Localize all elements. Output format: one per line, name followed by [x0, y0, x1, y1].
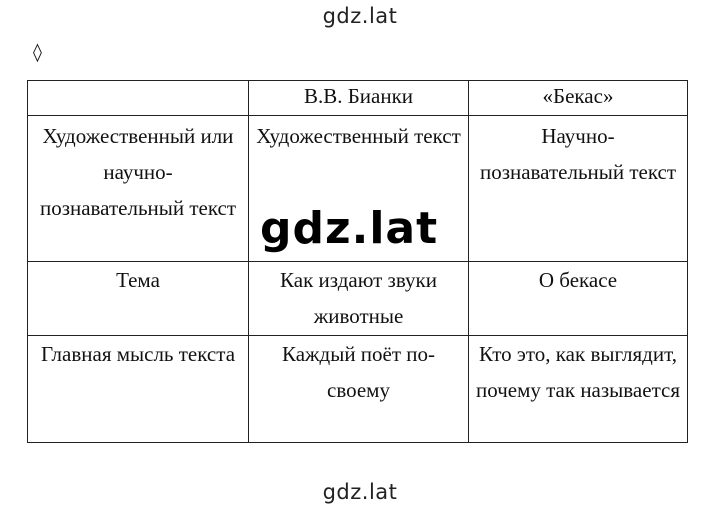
table-cell-empty	[28, 81, 249, 116]
table-cell-bekas-text-type: Научно-познавательный текст	[469, 116, 688, 262]
table-cell-bianki-main-idea: Каждый поёт по-своему	[249, 336, 469, 443]
table-cell-bekas-theme: О бекасе	[469, 262, 688, 336]
watermark-bottom: gdz.lat	[322, 480, 398, 504]
watermark-middle: gdz.lat	[260, 203, 439, 254]
table-cell-bianki-text-type: Художественный текст	[249, 116, 469, 262]
table-row-header	[28, 81, 688, 116]
comparison-table	[27, 80, 688, 443]
watermark-top: gdz.lat	[322, 4, 398, 28]
table-cell-author: В.В. Бианки	[249, 81, 469, 116]
table-cell-label-text-type: Художественный или научно-познавательный текст	[28, 116, 249, 262]
table-cell-label-theme: Тема	[28, 262, 249, 336]
table-cell-bekas-main-idea: Кто это, как выглядит, почему так называется	[469, 336, 688, 443]
table-row-main-idea	[28, 336, 688, 443]
table-cell-label-main-idea: Главная мысль текста	[28, 336, 249, 443]
table-cell-bianki-theme: Как издают звуки животные	[249, 262, 469, 336]
table-row-theme	[28, 262, 688, 336]
bullet-marker: ◊	[33, 42, 42, 63]
table-cell-title: «Бекас»	[469, 81, 688, 116]
